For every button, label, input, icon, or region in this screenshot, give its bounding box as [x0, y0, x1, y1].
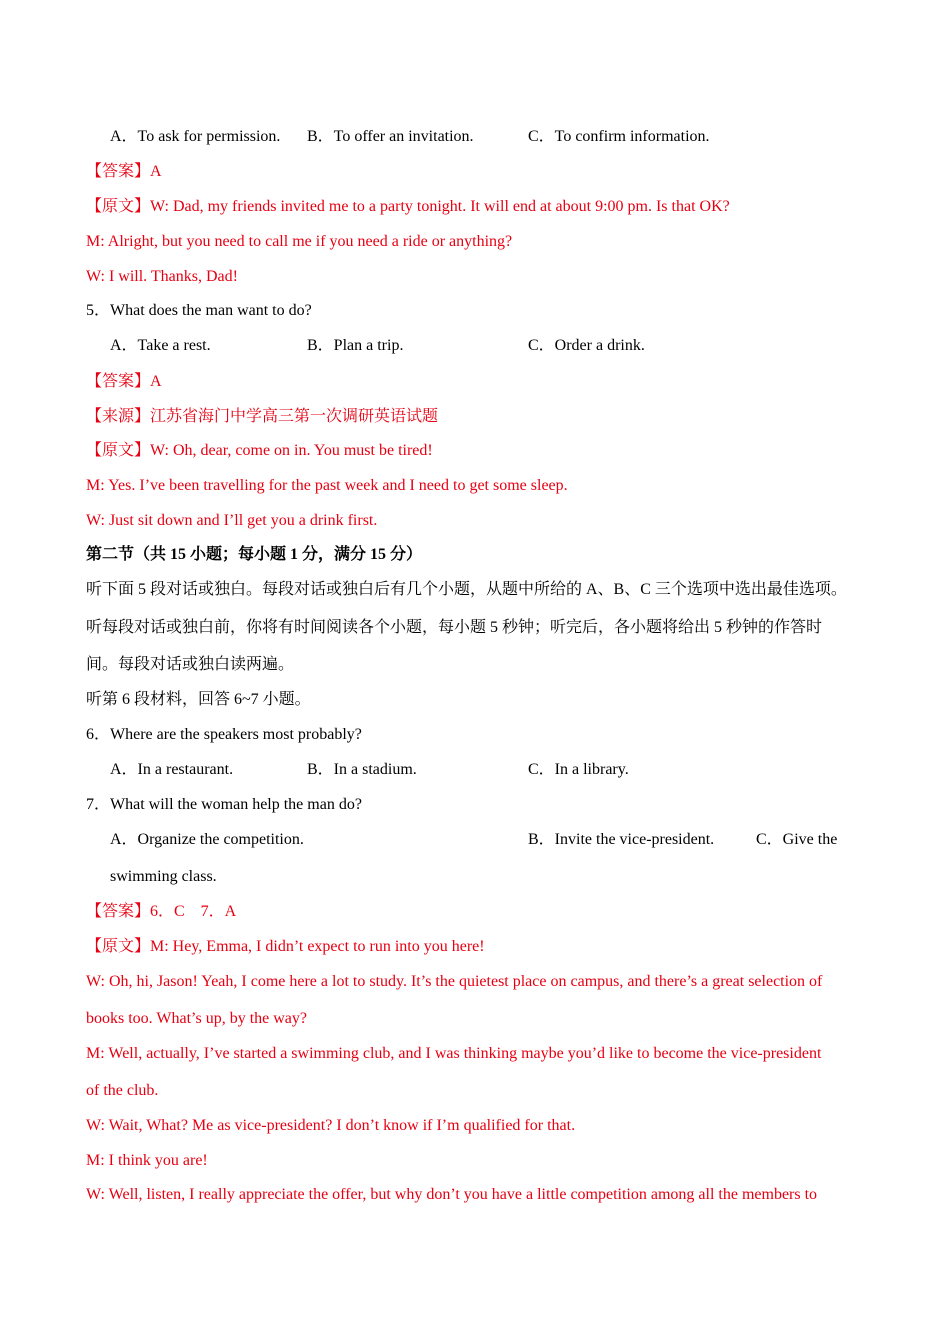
- question-7: 7．What will the woman help the man do?: [86, 796, 362, 813]
- option-a: A．In a restaurant.: [110, 761, 234, 778]
- option-b: B．In a stadium.: [307, 761, 417, 778]
- transcript-line: M: Well, actually, I’ve started a swimming club, and I was thinking maybe you’d like to become the vice-president: [86, 1045, 822, 1062]
- transcript-line: 【原文】M: Hey, Emma, I didn’t expect to run into you here!: [86, 938, 485, 955]
- transcript-line: 【原文】W: Oh, dear, come on in. You must be tired!: [86, 442, 433, 459]
- answer-label: 【答案】6．C 7．A: [86, 903, 237, 920]
- option-a: A．Take a rest.: [110, 337, 211, 354]
- question-5: 5．What does the man want to do?: [86, 302, 312, 319]
- option-c: C．Order a drink.: [528, 337, 645, 354]
- answer-label: 【答案】A: [86, 163, 162, 180]
- option-a: A．To ask for permission.: [110, 128, 281, 145]
- transcript-line: books too. What’s up, by the way?: [86, 1010, 308, 1027]
- option-b: B．Plan a trip.: [307, 337, 404, 354]
- passage-note: 听第 6 段材料，回答 6~7 小题。: [86, 691, 311, 708]
- answer-label: 【答案】A: [86, 373, 162, 390]
- question-6: 6．Where are the speakers most probably?: [86, 726, 362, 743]
- transcript-line: W: I will. Thanks, Dad!: [86, 268, 238, 285]
- transcript-line: M: Yes. I’ve been travelling for the past week and I need to get some sleep.: [86, 477, 568, 494]
- option-b: B．Invite the vice-president.: [528, 831, 715, 848]
- instruction-line: 听下面 5 段对话或独白。每段对话或独白后有几个小题，从题中所给的 A、B、C 三个选项中选出最佳选项。: [86, 581, 847, 598]
- option-c: C．In a library.: [528, 761, 629, 778]
- transcript-line: W: Just sit down and I’ll get you a drink first.: [86, 512, 378, 529]
- section-heading: 第二节（共 15 小题；每小题 1 分，满分 15 分）: [86, 546, 423, 563]
- option-c: C．To confirm information.: [528, 128, 710, 145]
- option-a: A．Organize the competition.: [110, 831, 304, 848]
- transcript-line: W: Wait, What? Me as vice-president? I don’t know if I’m qualified for that.: [86, 1117, 576, 1134]
- instruction-line: 间。每段对话或独白读两遍。: [86, 656, 295, 673]
- transcript-line: M: Alright, but you need to call me if you need a ride or anything?: [86, 233, 513, 250]
- source-label: 【来源】江苏省海门中学高三第一次调研英语试题: [86, 408, 439, 425]
- transcript-line: of the club.: [86, 1082, 159, 1099]
- option-c-continued: swimming class.: [110, 868, 217, 885]
- instruction-line: 听每段对话或独白前，你将有时间阅读各个小题，每小题 5 秒钟；听完后，各小题将给出 5 秒钟的作答时: [86, 619, 823, 636]
- transcript-line: 【原文】W: Dad, my friends invited me to a party tonight. It will end at about 9:00 pm. Is that OK?: [86, 198, 730, 215]
- transcript-line: M: I think you are!: [86, 1152, 208, 1169]
- transcript-line: W: Oh, hi, Jason! Yeah, I come here a lot to study. It’s the quietest place on campus, and there’s a great selection of: [86, 973, 823, 990]
- transcript-line: W: Well, listen, I really appreciate the offer, but why don’t you have a little competition among all the members to: [86, 1186, 818, 1203]
- option-b: B．To offer an invitation.: [307, 128, 474, 145]
- option-c: C．Give the: [756, 831, 838, 848]
